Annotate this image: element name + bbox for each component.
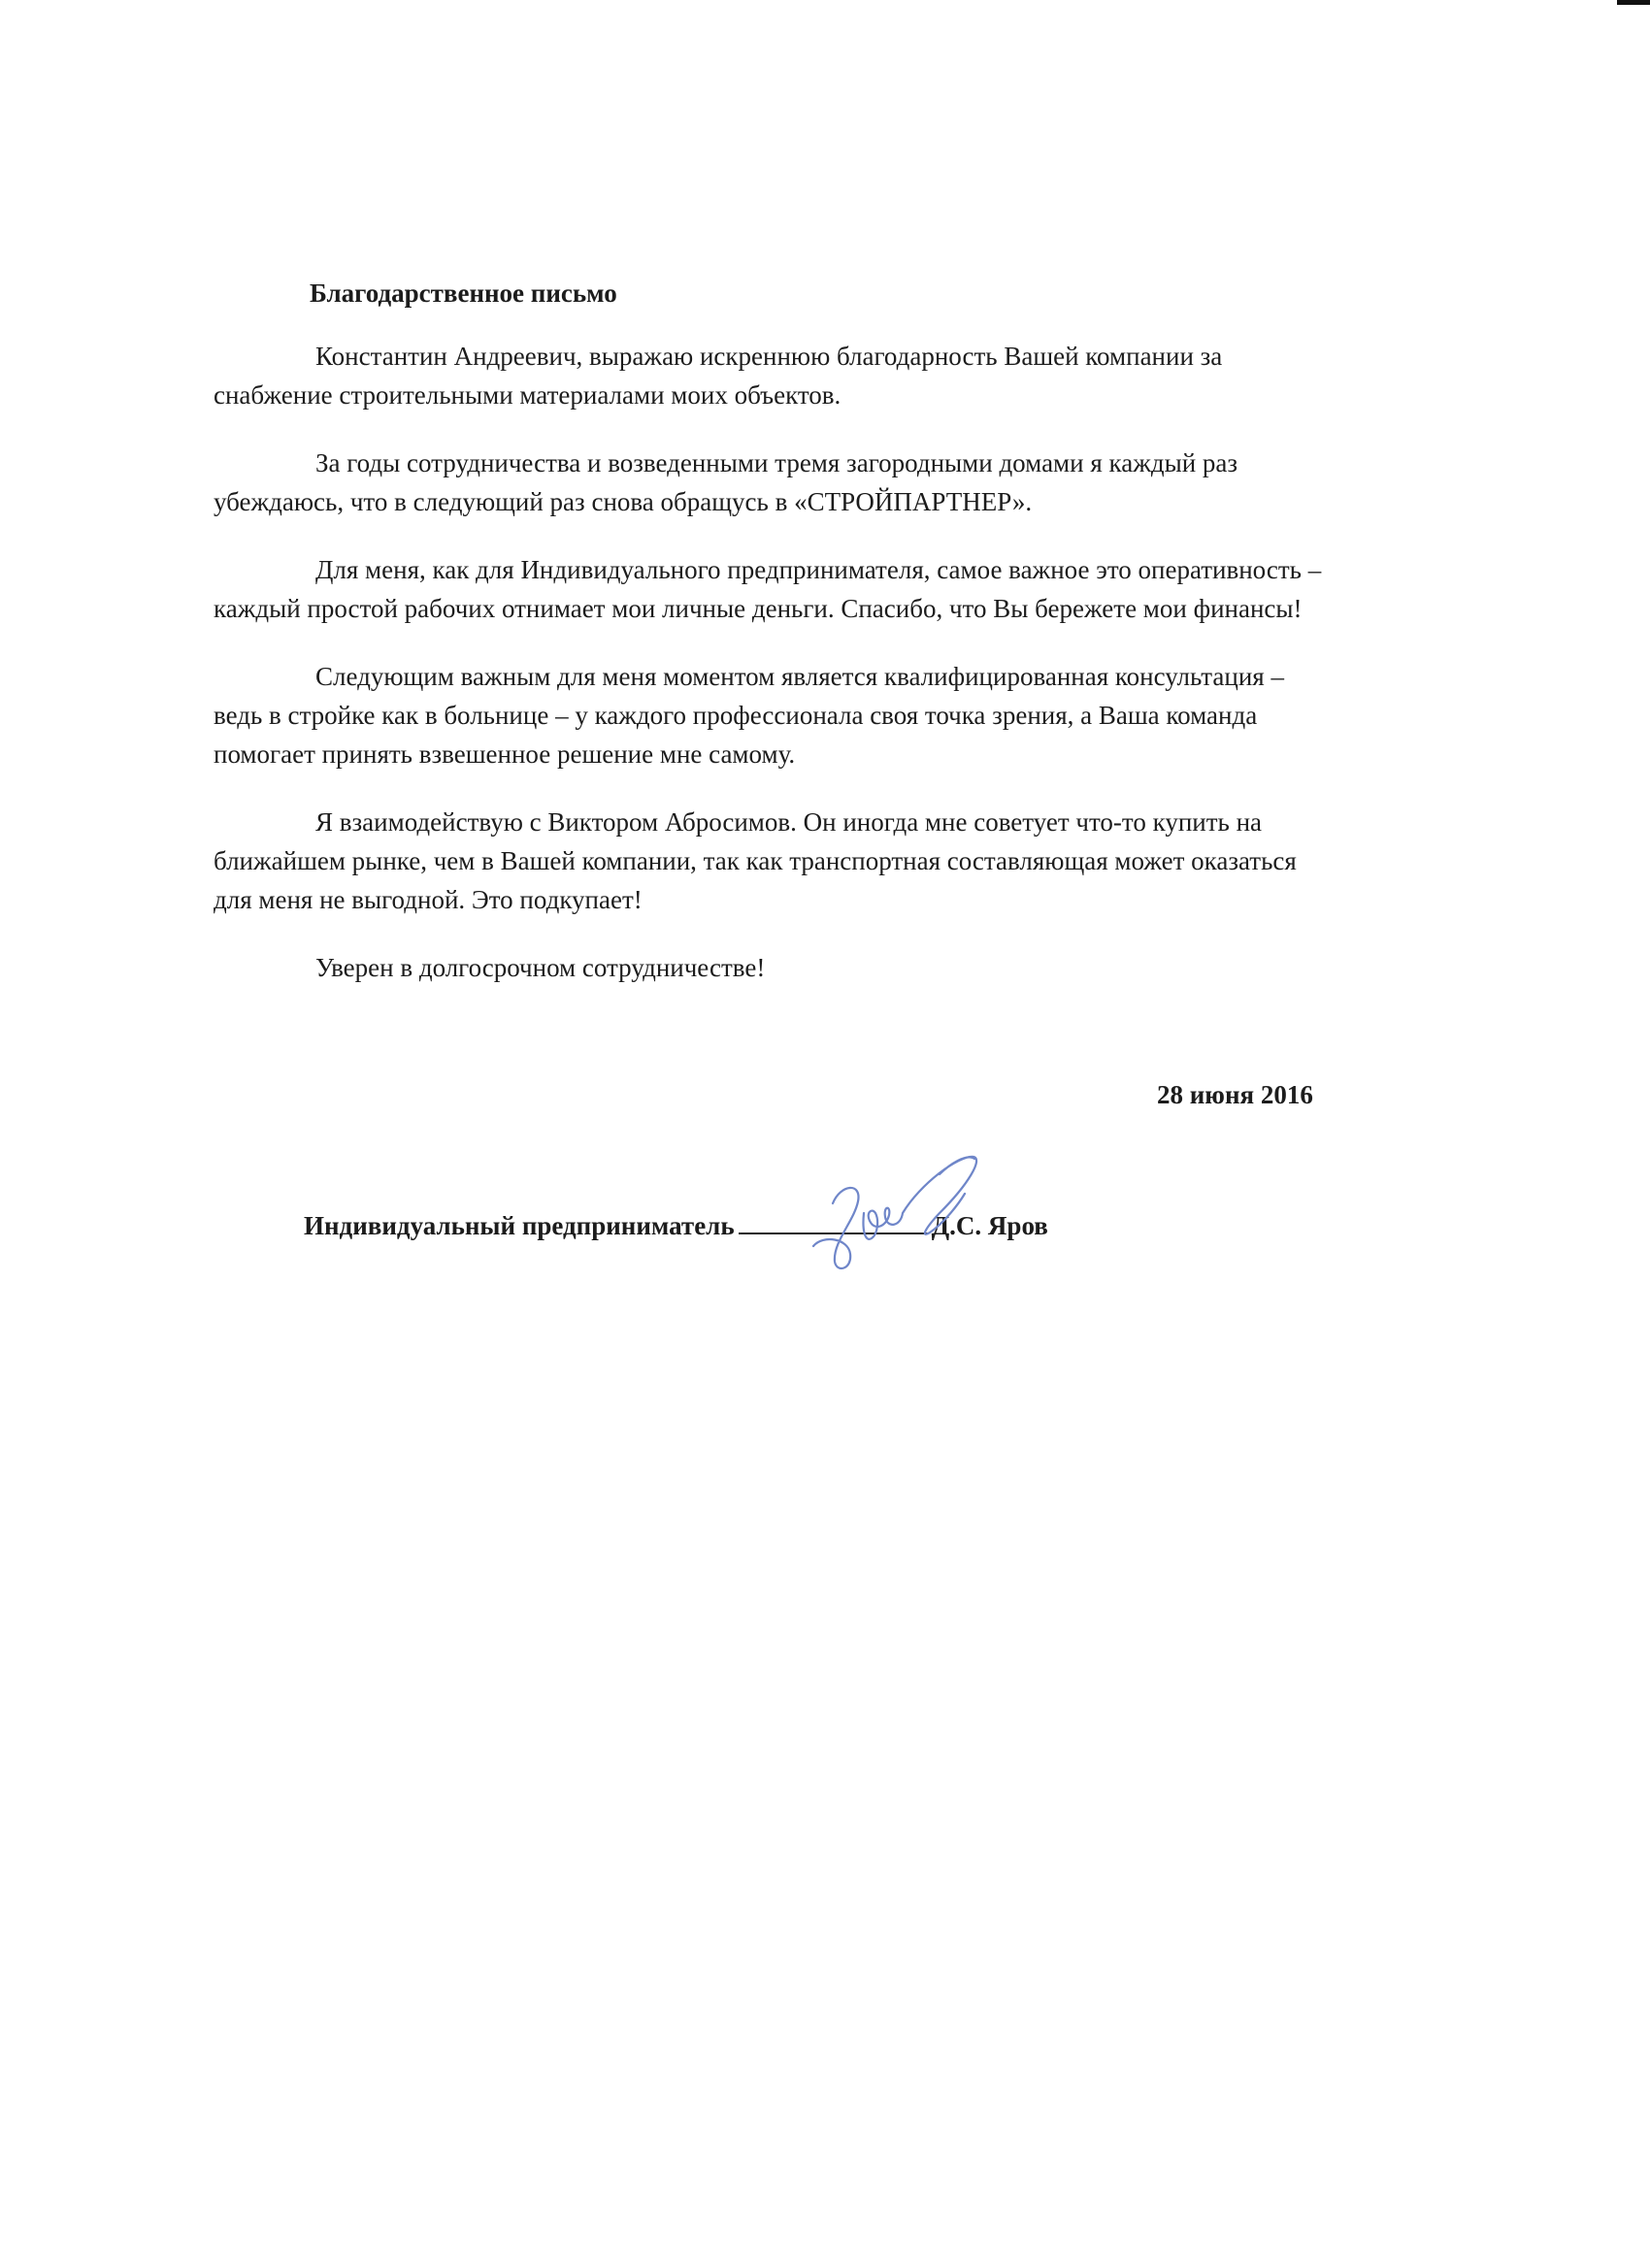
- paragraph-3: [214, 550, 1449, 628]
- letter-date: 28 июня 2016: [1157, 1080, 1313, 1109]
- paragraph-line: Уверен в долгосрочном сотрудничестве!: [315, 953, 766, 982]
- paragraph-line: Следующим важным для меня моментом является квалифицированная консультация –: [315, 662, 1284, 691]
- signatory-title: Индивидуальный предприниматель: [304, 1211, 735, 1240]
- letter-body: [214, 274, 1449, 1016]
- paragraph-line: каждый простой рабочих отнимает мои личные деньги. Спасибо, что Вы бережете мои финансы!: [214, 594, 1303, 623]
- paragraph-line: За годы сотрудничества и возведенными тремя загородными домами я каждый раз: [315, 448, 1238, 477]
- paragraph-line: снабжение строительными материалами моих объектов.: [214, 380, 842, 410]
- paragraph-line: убеждаюсь, что в следующий раз снова обращусь в «СТРОЙПАРТНЕР».: [214, 487, 1033, 516]
- paragraph-line: Для меня, как для Индивидуального предпринимателя, самое важное это оперативность –: [315, 555, 1322, 584]
- paragraph-2: [214, 444, 1449, 521]
- paragraph-line: Я взаимодействую с Виктором Абросимов. Он иногда мне советует что-то купить на: [315, 807, 1263, 837]
- paragraph-5: [214, 803, 1449, 919]
- paragraph-line: Константин Андреевич, выражаю искреннюю благодарность Вашей компании за: [315, 342, 1223, 371]
- signatory-name: Д.С. Яров: [931, 1211, 1048, 1240]
- paragraph-line: ближайшем рынке, чем в Вашей компании, так как транспортная составляющая может оказаться: [214, 846, 1297, 875]
- paragraph-line: ведь в стройке как в больнице – у каждого профессионала своя точка зрения, а Ваша команда: [214, 701, 1258, 730]
- paragraph-4: [214, 657, 1449, 773]
- paragraph-6: [304, 948, 1449, 987]
- scan-edge-mark: [1617, 0, 1650, 5]
- paragraph-1: [214, 337, 1449, 414]
- handwritten-signature-icon: [794, 1145, 998, 1281]
- paragraph-line: помогает принять взвешенное решение мне самому.: [214, 740, 796, 769]
- letter-title: Благодарственное письмо: [310, 279, 617, 308]
- paragraph-line: для меня не выгодной. Это подкупает!: [214, 885, 643, 914]
